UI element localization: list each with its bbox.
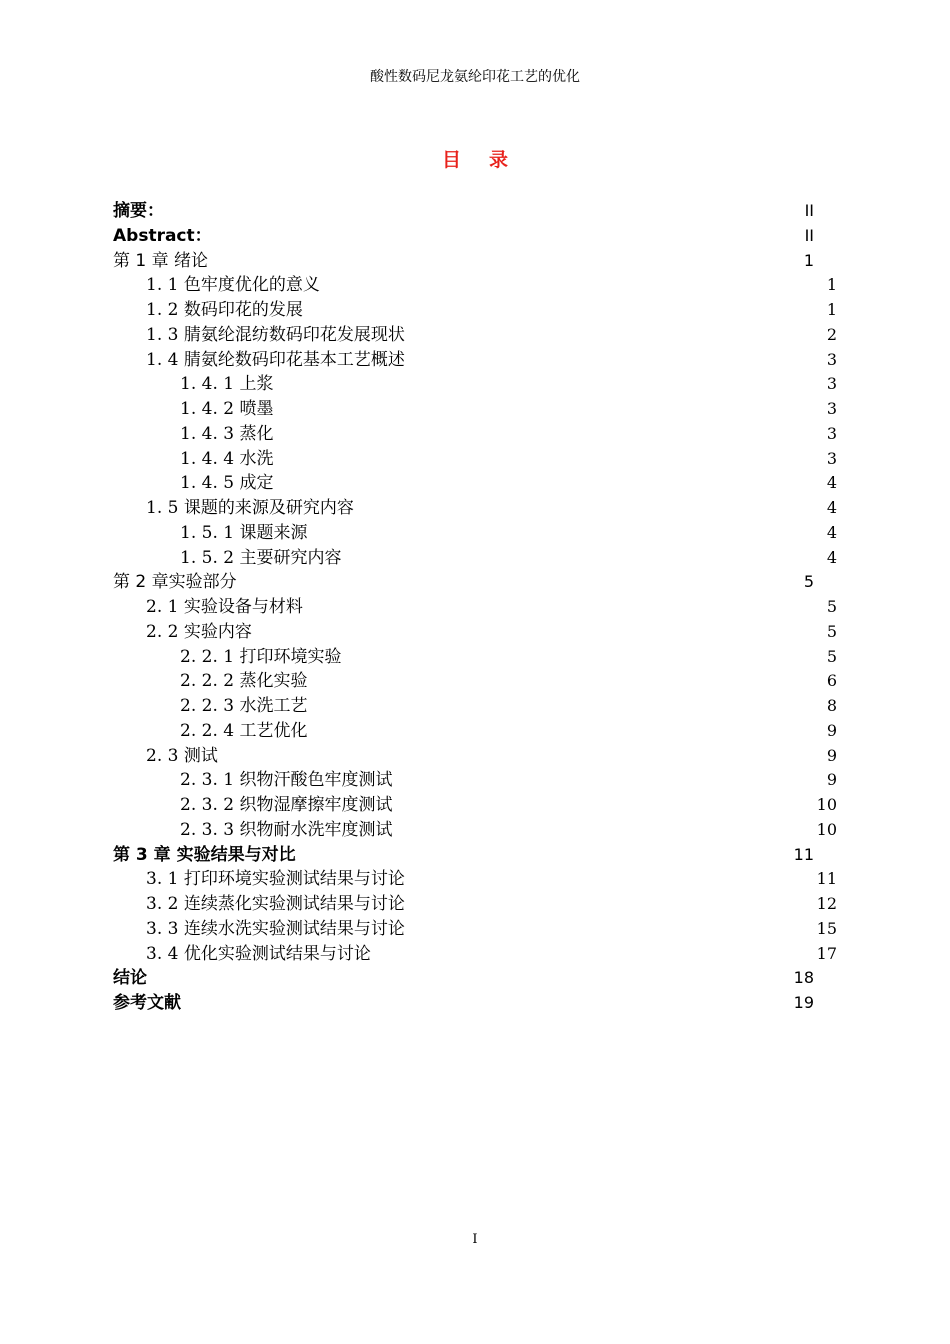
toc-entry-label: 2. 2. 1 打印环境实验 [180,646,342,667]
toc-entry-page: 10 [816,819,837,839]
toc-entry-page: 4 [826,547,837,567]
toc-entry[interactable] [0,818,950,843]
toc-entry[interactable] [0,298,950,323]
toc-entry-page: 11 [816,869,837,889]
toc-entry[interactable] [0,471,950,496]
toc-entry[interactable] [0,768,950,793]
toc-entry-label: 2. 3 测试 [146,745,218,766]
toc-entry-page: 3 [826,374,837,394]
toc-entry[interactable] [0,521,950,546]
toc-entry-page: 15 [816,918,837,938]
toc-entry[interactable] [0,744,950,769]
toc-entry[interactable] [0,348,950,373]
toc-entry-label: 1. 4. 5 成定 [180,473,274,494]
toc-entry-page: 3 [826,423,837,443]
toc-entry-label: 2. 2. 2 蒸化实验 [180,671,308,692]
toc-entry-page: 1 [803,250,814,270]
toc-entry[interactable] [0,422,950,447]
toc-entry[interactable] [0,496,950,521]
toc-entry-label: 2. 2. 4 工艺优化 [180,720,308,741]
toc-entry-label: 1. 4 腈氨纶数码印花基本工艺概述 [146,349,405,370]
toc-entry-label: 1. 4. 4 水洗 [180,448,274,469]
toc-entry[interactable] [0,793,950,818]
toc-entry-label: 1. 4. 1 上浆 [180,374,274,395]
toc-entry-page: 9 [826,745,837,765]
toc-entry[interactable] [0,273,950,298]
toc-entry-page: 10 [816,795,837,814]
toc-entry-label: 1. 4. 3 蒸化 [180,423,274,444]
toc-entry-page: II [804,225,814,245]
toc-entry[interactable] [0,199,950,224]
toc-entry[interactable] [0,719,950,744]
toc-entry-label: 1. 3 腈氨纶混纺数码印花发展现状 [146,324,405,345]
toc-entry[interactable] [0,694,950,719]
toc-entry-label: 3. 1 打印环境实验测试结果与讨论 [146,869,405,890]
toc-entry[interactable] [0,867,950,892]
toc-entry[interactable] [0,249,950,274]
toc-entry[interactable] [0,620,950,645]
toc-entry-label: 1. 5. 2 主要研究内容 [180,547,342,568]
toc-entry[interactable] [0,843,950,868]
toc-entry-label: 参考文献 [113,993,181,1013]
toc-entry-label: 2. 1 实验设备与材料 [146,597,303,617]
toc-entry-label: 第 3 章 实验结果与对比 [113,844,296,865]
toc-entry[interactable] [0,917,950,942]
toc-entry[interactable] [0,546,950,571]
toc-entry-page: 5 [826,597,837,616]
toc-entry[interactable] [0,224,950,249]
toc-entry[interactable] [0,595,950,620]
toc-entry-page: 2 [826,324,837,344]
toc-entry-page: 3 [826,399,837,418]
toc-entry-label: 2. 3. 2 织物湿摩擦牢度测试 [180,795,393,815]
toc-entry-page: 19 [793,993,814,1012]
toc-entry[interactable] [0,669,950,694]
toc-entry-page: II [804,201,814,220]
toc-entry[interactable] [0,397,950,422]
toc-entry[interactable] [0,447,950,472]
toc-entry-label: 2. 3. 1 织物汗酸色牢度测试 [180,770,393,791]
toc-entry-label: 1. 4. 2 喷墨 [180,399,274,419]
table-of-contents [0,199,950,1016]
toc-entry-label: 1. 5 课题的来源及研究内容 [146,498,354,518]
toc-entry[interactable] [0,323,950,348]
toc-entry-page: 4 [826,473,837,493]
toc-entry[interactable] [0,966,950,991]
toc-entry-page: 9 [826,720,837,740]
toc-entry-page: 5 [803,572,814,592]
toc-entry-page: 9 [826,770,837,790]
toc-entry-label: 结论 [113,968,147,989]
toc-entry-label: 第 2 章实验部分 [113,572,237,593]
toc-entry-label: 1. 5. 1 课题来源 [180,522,308,543]
toc-entry-page: 8 [826,696,837,715]
toc-entry-label: 3. 2 连续蒸化实验测试结果与讨论 [146,894,405,914]
toc-entry-label: 3. 4 优化实验测试结果与讨论 [146,943,371,964]
toc-entry-label: Abstract： [113,225,212,246]
toc-entry-page: 12 [816,894,837,913]
toc-entry-page: 18 [793,968,814,988]
toc-entry-page: 1 [826,300,837,319]
toc-entry-label: 摘要： [113,201,164,221]
toc-entry[interactable] [0,892,950,917]
toc-entry-page: 3 [826,349,837,369]
toc-entry[interactable] [0,372,950,397]
toc-entry-label: 2. 2. 3 水洗工艺 [180,696,308,716]
toc-entry[interactable] [0,991,950,1016]
toc-entry[interactable] [0,942,950,967]
toc-entry-page: 11 [793,844,814,864]
toc-entry-page: 3 [826,448,837,468]
toc-entry-page: 4 [826,498,837,517]
toc-entry-label: 3. 3 连续水洗实验测试结果与讨论 [146,918,405,939]
toc-entry-label: 2. 3. 3 织物耐水洗牢度测试 [180,819,393,840]
toc-entry-page: 5 [826,621,837,641]
toc-entry-page: 6 [826,671,837,691]
toc-title: 目录 [441,149,536,171]
page-number: I [472,1232,478,1247]
toc-entry-label: 2. 2 实验内容 [146,621,252,642]
toc-entry-page: 17 [816,943,837,963]
toc-entry-label: 第 1 章 绪论 [113,250,209,271]
toc-entry[interactable] [0,645,950,670]
toc-entry-label: 1. 1 色牢度优化的意义 [146,275,320,296]
toc-entry-page: 5 [826,646,837,666]
toc-entry-page: 4 [826,522,837,542]
toc-entry[interactable] [0,570,950,595]
toc-entry-page: 1 [826,275,837,295]
page-header: 酸性数码尼龙氨纶印花工艺的优化 [370,69,580,85]
toc-entry-label: 1. 2 数码印花的发展 [146,300,303,320]
